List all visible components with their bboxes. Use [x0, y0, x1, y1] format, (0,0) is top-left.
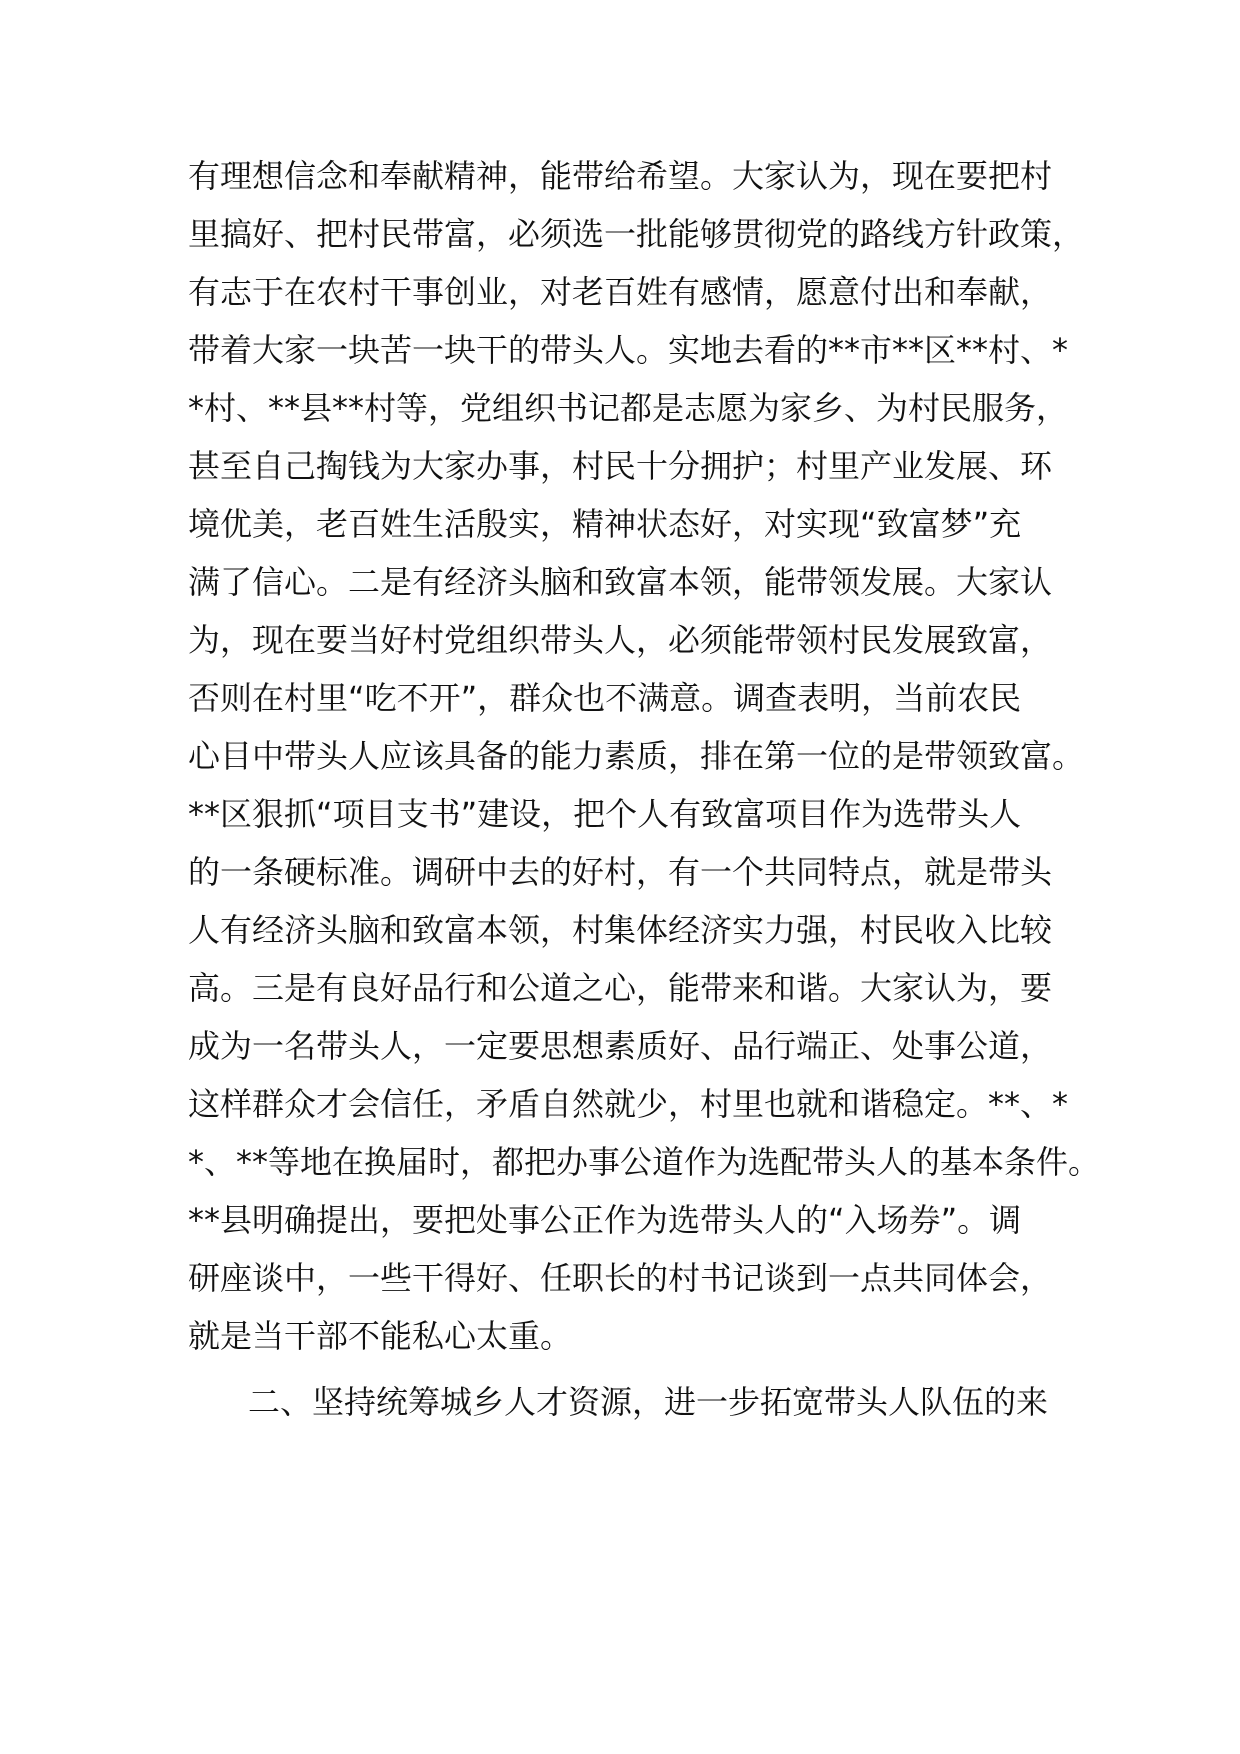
text-line: 境优美，老百姓生活殷实，精神状态好，对实现“致富梦”充: [188, 505, 1022, 543]
text-line: **区狠抓“项目支书”建设，把个人有致富项目作为选带头人: [188, 795, 1022, 833]
text-line: 高。三是有良好品行和公道之心，能带来和谐。大家认为，要: [188, 969, 1053, 1007]
text-line: 人有经济头脑和致富本领，村集体经济实力强，村民收入比较: [188, 911, 1053, 949]
text-line: 的一条硬标准。调研中去的好村，有一个共同特点，就是带头: [188, 853, 1053, 891]
text-line: 否则在村里“吃不开”，群众也不满意。调查表明，当前农民: [188, 679, 1022, 717]
text-line: 成为一名带头人，一定要思想素质好、品行端正、处事公道，: [188, 1027, 1053, 1065]
section-heading: 二、坚持统筹城乡人才资源，进一步拓宽带头人队伍的来: [248, 1383, 1049, 1421]
text-line: 为，现在要当好村党组织带头人，必须能带领村民发展致富，: [188, 621, 1053, 659]
text-line: 研座谈中，一些干得好、任职长的村书记谈到一点共同体会，: [188, 1259, 1053, 1297]
text-line: 有理想信念和奉献精神，能带给希望。大家认为，现在要把村: [188, 157, 1053, 195]
text-line: 满了信心。二是有经济头脑和致富本领，能带领发展。大家认: [188, 563, 1053, 601]
text-line: 里搞好、把村民带富，必须选一批能够贯彻党的路线方针政策，: [188, 215, 1085, 253]
text-line: 带着大家一块苦一块干的带头人。实地去看的**市**区**村、*: [188, 331, 1069, 369]
text-line: 甚至自己掏钱为大家办事，村民十分拥护；村里产业发展、环: [188, 447, 1053, 485]
text-line: 这样群众才会信任，矛盾自然就少，村里也就和谐稳定。**、*: [188, 1085, 1069, 1123]
text-line: 有志于在农村干事创业，对老百姓有感情，愿意付出和奉献，: [188, 273, 1053, 311]
text-line: **县明确提出，要把处事公正作为选带头人的“入场券”。调: [188, 1201, 1022, 1239]
text-line: 就是当干部不能私心太重。: [188, 1317, 573, 1355]
text-line: *村、**县**村等，党组织书记都是志愿为家乡、为村民服务，: [188, 389, 1069, 427]
text-line: *、**等地在换届时，都把办事公道作为选配带头人的基本条件。: [188, 1143, 1101, 1181]
text-line: 心目中带头人应该具备的能力素质，排在第一位的是带领致富。: [188, 737, 1085, 775]
